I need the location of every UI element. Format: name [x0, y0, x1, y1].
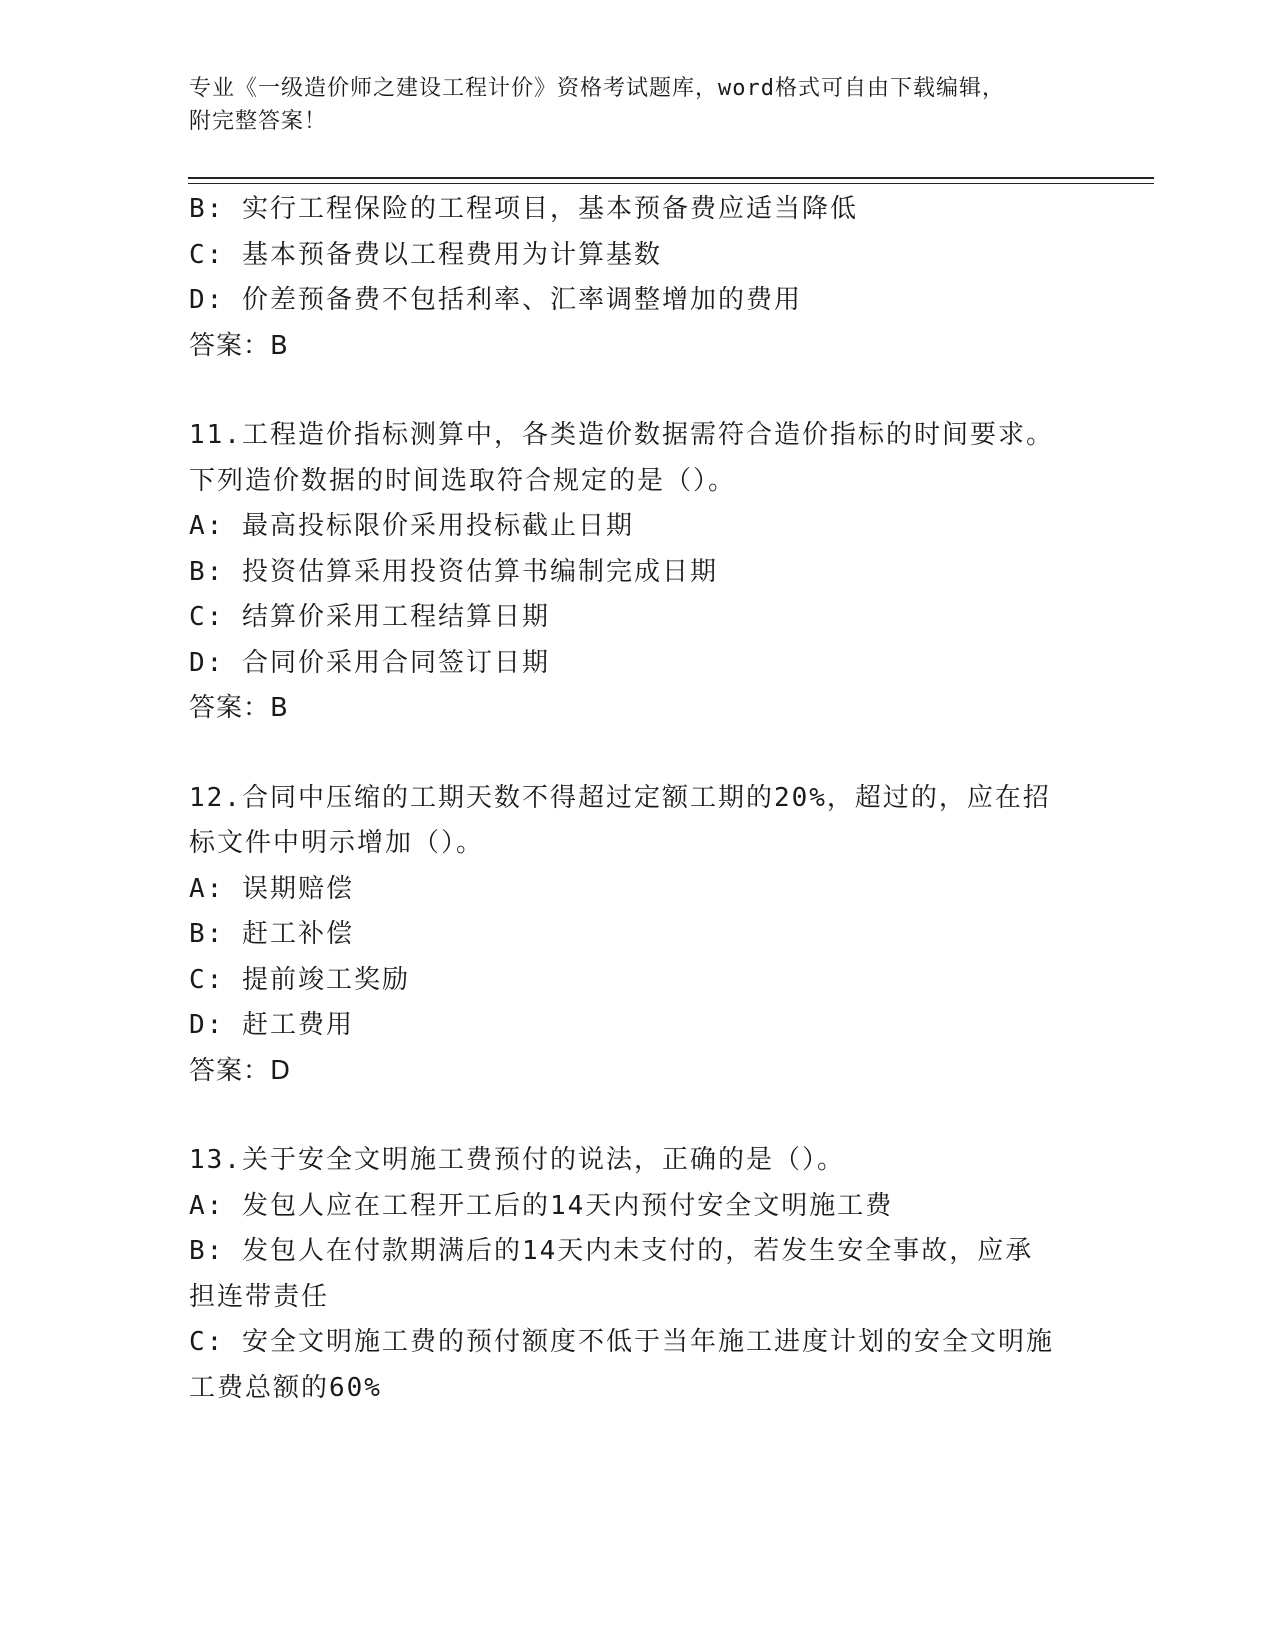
- option-b: B: 实行工程保险的工程项目，基本预备费应适当降低: [189, 194, 858, 224]
- header-divider-thick: [188, 177, 1154, 179]
- option-c: C: 提前竣工奖励: [189, 964, 410, 995]
- header-line-1: 专业《一级造价师之建设工程计价》资格考试题库，word格式可自由下载编辑，: [189, 76, 1005, 101]
- question-13: [189, 1138, 1089, 1411]
- option-d: D: 价差预备费不包括利率、汇率调整增加的费用: [189, 285, 802, 315]
- header-divider-thin: [188, 183, 1154, 184]
- option-a: A: 误期赔偿: [189, 873, 354, 904]
- question-stem: 11.工程造价指标测算中，各类造价数据需符合造价指标的时间要求。: [189, 420, 1054, 450]
- option-b-continued: 担连带责任: [189, 1281, 330, 1312]
- question-11: [189, 413, 1089, 732]
- option-c: C: 结算价采用工程结算日期: [189, 602, 550, 632]
- option-a: A: 最高投标限价采用投标截止日期: [189, 511, 634, 541]
- answer-line: 答案：B: [189, 330, 289, 361]
- option-c-continued: 工费总额的60%: [189, 1372, 382, 1403]
- answer-line: 答案：B: [189, 693, 289, 723]
- question-stem: 标文件中明示增加（）。: [189, 828, 485, 858]
- document-header: [189, 72, 1069, 138]
- option-b: B: 发包人在付款期满后的14天内未支付的，若发生安全事故，应承: [189, 1236, 1034, 1266]
- question-stem: 下列造价数据的时间选取符合规定的是（）。: [189, 465, 737, 496]
- option-c: C: 基本预备费以工程费用为计算基数: [189, 239, 662, 270]
- question-stem: 13.关于安全文明施工费预付的说法，正确的是（）。: [189, 1145, 845, 1175]
- option-b: B: 赶工补偿: [189, 919, 354, 949]
- option-d: D: 合同价采用合同签订日期: [189, 647, 550, 678]
- question-stem: 12.合同中压缩的工期天数不得超过定额工期的20%，超过的，应在招: [189, 782, 1051, 813]
- question-prev: [189, 187, 1089, 369]
- document-body: [189, 187, 1089, 1411]
- option-d: D: 赶工费用: [189, 1010, 354, 1040]
- header-line-2: 附完整答案！: [189, 109, 328, 134]
- answer-line: 答案：D: [189, 1055, 292, 1086]
- option-c: C: 安全文明施工费的预付额度不低于当年施工进度计划的安全文明施: [189, 1327, 1054, 1357]
- option-a: A: 发包人应在工程开工后的14天内预付安全文明施工费: [189, 1190, 894, 1221]
- option-b: B: 投资估算采用投资估算书编制完成日期: [189, 556, 718, 587]
- question-12: [189, 776, 1089, 1095]
